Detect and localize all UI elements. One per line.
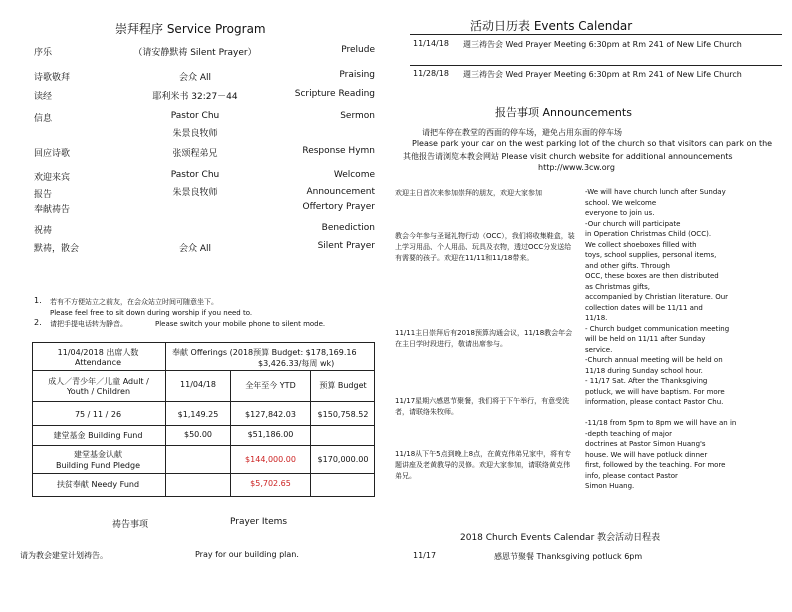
note-num-2: 2.: [34, 318, 42, 327]
event-text-2: 週三祷告会 Wed Prayer Meeting 6:30pm at Rm 241 of New Life Church: [463, 70, 742, 79]
note-en-2: Please switch your mobile phone to silent mode.: [155, 320, 326, 328]
program-item-english: Benediction: [321, 223, 375, 233]
building-fund-ytd: $51,186.00: [247, 430, 294, 439]
pledge-label-en: Building Fund Pledge: [56, 461, 140, 470]
announcement-en-line: -Our church will participate: [585, 219, 681, 228]
events-2018-text: 感恩节聚餐 Thanksgiving potluck 6pm: [494, 552, 643, 561]
announcement-intro-en: Please park your car on the west parking lot of the church so that visitors can park on the: [412, 139, 773, 148]
announcement-en-line: -depth teaching of major: [585, 429, 672, 438]
prayer-title-en: Prayer Items: [230, 517, 288, 527]
announcement-zh-1: 欢迎主日首次来参加崇拜的朋友，欢迎大家参加: [395, 189, 542, 197]
budget-label: 预算 Budget: [319, 381, 367, 390]
needy-fund-value: $5,702.65: [250, 479, 291, 488]
program-item-label: 读经: [34, 92, 53, 102]
announcement-en-line: doctrines at Pastor Simon Huang's: [585, 440, 706, 448]
building-fund-week: $50.00: [184, 430, 212, 439]
announcement-en-line: as Christmas gifts,: [585, 282, 651, 291]
announcement-en-line: Simon Huang.: [585, 482, 635, 490]
program-item-english: Offertory Prayer: [302, 202, 375, 212]
church-url[interactable]: http://www.3cw.org: [538, 163, 615, 172]
pledge-value: $144,000.00: [245, 455, 296, 464]
announcement-en-line: OCC, these boxes are then distributed: [585, 272, 719, 280]
attendance-counts: 75 / 11 / 26: [74, 410, 122, 419]
program-item-person: 耶利米书 32:27－44: [152, 92, 238, 102]
program-item-person-zh: 朱景良牧师: [172, 129, 218, 139]
note-en-1: Please feel free to sit down during worship if you need to.: [50, 309, 253, 317]
event-text-1: 週三祷告会 Wed Prayer Meeting 6:30pm at Rm 241 of New Life Church: [463, 40, 742, 49]
announcement-en-line: - Church budget communication meeting: [585, 324, 730, 333]
program-item-label: 序乐: [34, 48, 53, 58]
events-2018-date: 11/17: [413, 551, 437, 560]
program-item-english: Welcome: [333, 170, 375, 180]
announcement-en-line: school. We welcome: [585, 198, 657, 207]
program-item-label: 诗歌敬拜: [34, 73, 71, 83]
announcement-zh-2: 教会今年参与圣诞礼物行动（OCC），我们将收集鞋盒，装上学习用品、个人用品、玩具及衣物，透过OCC分发送给有需要的孩子。欢迎在11/11和11/18带来。: [395, 232, 575, 262]
announcement-en-line: accompanied by Christian literature. Our: [585, 293, 729, 301]
events-title: 活动日历表 Events Calendar: [470, 19, 633, 33]
announcement-en-line: everyone to join us.: [585, 209, 655, 217]
program-item-label: 回应诗歌: [34, 149, 71, 159]
announcement-intro-zh: 请把车停在教堂的西面的停车场，避免占用东面的停车场: [422, 128, 622, 137]
announcement-en-line: We collect shoeboxes filled with: [585, 240, 697, 249]
announcement-en-line: potluck, we will have baptism. For more: [585, 387, 725, 396]
program-item-label: 信息: [34, 114, 53, 124]
offering-label-2: $3,426.33/每周 wk): [258, 359, 335, 368]
building-fund-label: 建堂基金 Building Fund: [53, 431, 143, 440]
announcement-zh-5: 11/18从下午5点到晚上8点，在黄克伟弟兄家中，将有专题讲座及老黄教导的灵修。欢迎大家参加，请联络黄克伟弟兄。: [395, 450, 572, 480]
age-label: 成人／青少年／儿童 Adult / Youth / Children: [48, 377, 149, 396]
program-item-label: 欢迎来宾: [34, 173, 71, 183]
note-num-1: 1.: [34, 296, 42, 305]
program-item-person: 会众 All: [178, 73, 212, 83]
program-item-english: Response Hymn: [302, 146, 375, 156]
program-item-person: 会众 All: [178, 244, 212, 254]
announcements-title: 报告事项 Announcements: [495, 106, 632, 119]
announcement-en-line: 11/18.: [585, 314, 608, 322]
prayer-title-zh: 祷告事项: [112, 520, 149, 530]
announcement-en-line: -Church annual meeting will be held on: [585, 356, 723, 364]
program-item-label: 默祷，散会: [34, 244, 80, 254]
announcement-en-line: first, followed by the teaching. For more: [585, 461, 726, 469]
event-date-1: 11/14/18: [413, 39, 449, 48]
prayer-item-zh: 请为教会建堂计划祷告。: [20, 551, 108, 560]
announcement-en-line: -We will have church lunch after Sunday: [585, 188, 726, 196]
announcement-en-line: and other gifts. Through: [585, 261, 670, 270]
program-item-person: （请安静默祷 Silent Prayer）: [133, 48, 257, 58]
pledge-goal: $170,000.00: [317, 455, 369, 464]
prayer-item-en: Pray for our building plan.: [195, 550, 299, 559]
program-item-person: Pastor Chu: [170, 111, 220, 121]
program-item-label: 祝祷: [34, 226, 53, 236]
program-item-person-zh: 朱景良牧师: [172, 188, 218, 198]
needy-fund-label: 扶贫奉献 Needy Fund: [56, 480, 140, 489]
announcement-en-line: service.: [585, 345, 613, 354]
announcement-zh-3: 11/11主日崇拜后有2018预算沟通会议，11/18教会年会在主日学时段进行，敬请出席参与。: [395, 329, 573, 348]
note-zh-1: 若有不方便站立之前友，在会众站立时间可随意坐下。: [50, 298, 218, 306]
ytd-offering: $127,842.03: [245, 410, 296, 419]
program-item-person: 张颂程弟兄: [172, 149, 218, 159]
program-item-english: Scripture Reading: [294, 89, 375, 99]
announcement-en-line: information, please contact Pastor Chu.: [585, 398, 724, 406]
program-item-english: Praising: [339, 70, 375, 80]
program-item-english: Announcement: [306, 187, 375, 197]
offering-label: 奉献 Offerings (2018预算 Budget: $178,169.16: [172, 348, 357, 357]
budget-value: $150,758.52: [317, 410, 369, 419]
announcement-en-line: 11/18 during Sunday school hour.: [585, 366, 703, 375]
announcement-en-line: house. We will have potluck dinner: [585, 450, 708, 459]
program-item-person: Pastor Chu: [170, 170, 220, 180]
program-item-english: Prelude: [341, 45, 375, 55]
announcement-zh-4: 11/17星期六感恩节聚餐，我们将于下午举行，有意受洗者，请联络朱牧师。: [395, 397, 570, 416]
announcement-en-line: info, please contact Pastor: [585, 471, 678, 480]
week-date: 11/04/18: [180, 380, 216, 389]
week-offering: $1,149.25: [177, 410, 219, 419]
announcement-en-line: -11/18 from 5pm to 8pm we will have an in: [585, 419, 737, 427]
announcement-en-line: toys, school supplies, personal items,: [585, 251, 717, 259]
attendance-label: 11/04/2018 出席人数 Attendance: [57, 348, 139, 367]
announcement-en-line: in Operation Christmas Child (OCC).: [585, 230, 712, 238]
announcement-en-line: will be held on 11/11 after Sunday: [585, 335, 706, 343]
event-date-2: 11/28/18: [413, 69, 449, 78]
announcement-en-line: - 11/17 Sat. After the Thanksgiving: [585, 377, 708, 385]
ytd-label: 全年至今 YTD: [245, 381, 296, 390]
note-zh-2: 请把手提电话转为静音。: [50, 320, 127, 328]
program-item-english: Sermon: [340, 111, 375, 121]
announcement-intro-zh2: 其他报告请浏览本教会网站 Please visit church website for additional announcements: [403, 152, 733, 161]
program-item-label: 报告: [34, 190, 53, 200]
events-2018-title: 2018 Church Events Calendar 教会活动日程表: [460, 533, 661, 543]
program-item-english: Silent Prayer: [317, 241, 375, 251]
program-item-label: 奉献祷告: [34, 205, 71, 215]
pledge-label-zh: 建堂基金认献: [74, 450, 122, 459]
program-title: 崇拜程序 Service Program: [115, 22, 266, 36]
announcement-en-line: collection dates will be 11/11 and: [585, 303, 703, 312]
